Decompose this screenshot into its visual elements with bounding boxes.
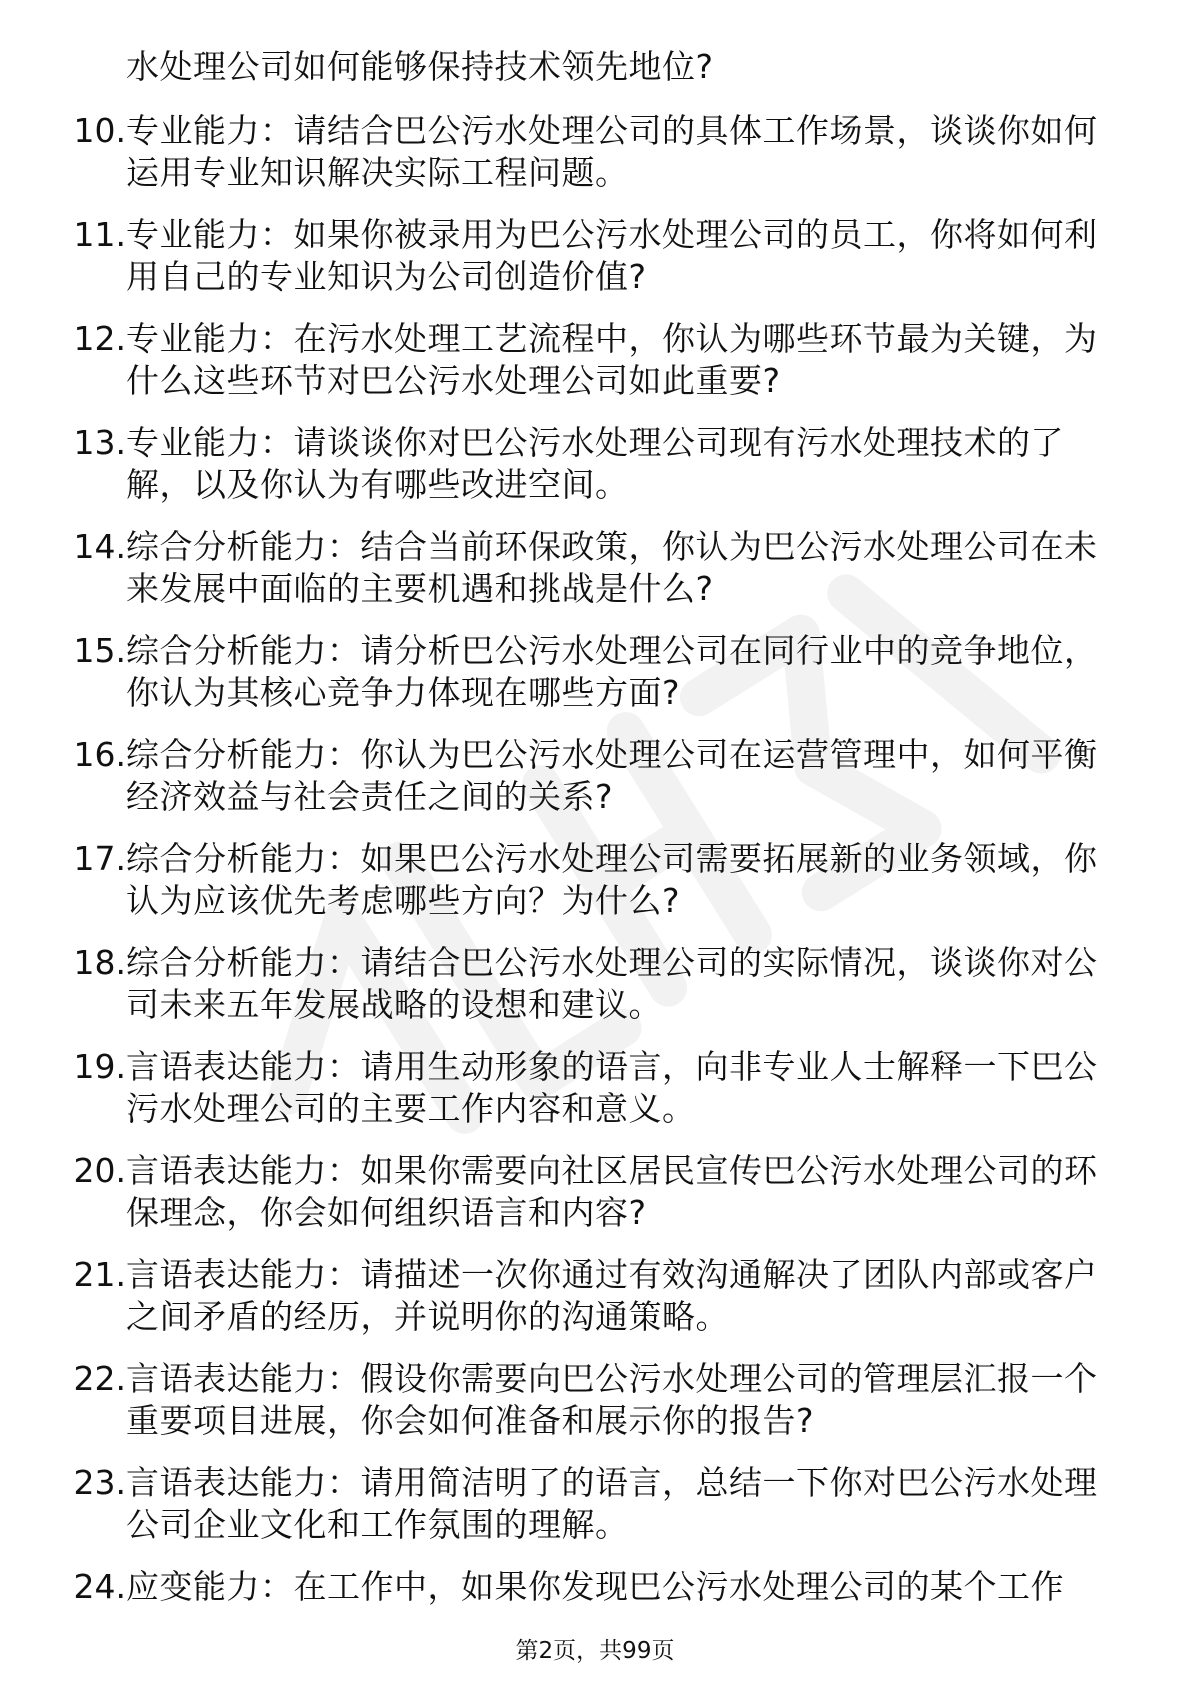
question-text: 综合分析能力：请结合巴公污水处理公司的实际情况，谈谈你对公司未来五年发展战略的设想和建议。 <box>126 943 1098 1024</box>
list-item <box>56 1358 1106 1462</box>
question-number: 22. <box>73 1359 126 1398</box>
question-list <box>56 110 1106 1670</box>
question-number: 15. <box>73 631 126 670</box>
list-item <box>56 214 1106 318</box>
question-number: 21. <box>73 1255 126 1294</box>
question-number: 18. <box>73 943 126 982</box>
continuation-text: 水处理公司如何能够保持技术领先地位? <box>126 47 714 86</box>
question-text: 言语表达能力：如果你需要向社区居民宣传巴公污水处理公司的环保理念，你会如何组织语言和内容? <box>126 1151 1098 1232</box>
question-number: 14. <box>73 527 126 566</box>
question-number: 13. <box>73 423 126 462</box>
question-text: 专业能力：请谈谈你对巴公污水处理公司现有污水处理技术的了解，以及你认为有哪些改进空间。 <box>126 423 1064 504</box>
question-number: 20. <box>73 1151 126 1190</box>
question-text: 专业能力：请结合巴公污水处理公司的具体工作场景，谈谈你如何运用专业知识解决实际工程问题。 <box>126 111 1098 192</box>
question-text: 言语表达能力：请用生动形象的语言，向非专业人士解释一下巴公污水处理公司的主要工作内容和意义。 <box>126 1047 1098 1128</box>
question-text: 言语表达能力：假设你需要向巴公污水处理公司的管理层汇报一个重要项目进展，你会如何准备和展示你的报告? <box>126 1359 1098 1440</box>
question-number: 17. <box>73 839 126 878</box>
question-text: 言语表达能力：请用简洁明了的语言，总结一下你对巴公污水处理公司企业文化和工作氛围的理解。 <box>126 1463 1098 1544</box>
question-text: 应变能力：在工作中，如果你发现巴公污水处理公司的某个工作 <box>126 1567 1064 1606</box>
question-number: 11. <box>73 215 126 254</box>
list-item <box>56 1254 1106 1358</box>
list-item <box>56 630 1106 734</box>
page-number-footer: 第2页，共99页 <box>515 1638 675 1664</box>
question-text: 综合分析能力：你认为巴公污水处理公司在运营管理中，如何平衡经济效益与社会责任之间的关系? <box>126 735 1098 816</box>
list-item <box>56 1046 1106 1150</box>
question-text: 综合分析能力：请分析巴公污水处理公司在同行业中的竞争地位，你认为其核心竞争力体现在哪些方面? <box>126 631 1098 712</box>
question-text: 综合分析能力：结合当前环保政策，你认为巴公污水处理公司在未来发展中面临的主要机遇和挑战是什么? <box>126 527 1098 608</box>
question-number: 16. <box>73 735 126 774</box>
question-number: 23. <box>73 1463 126 1502</box>
question-number: 19. <box>73 1047 126 1086</box>
list-item <box>56 422 1106 526</box>
question-text: 专业能力：在污水处理工艺流程中，你认为哪些环节最为关键，为什么这些环节对巴公污水处理公司如此重要? <box>126 319 1098 400</box>
list-item <box>56 1462 1106 1566</box>
list-item <box>56 526 1106 630</box>
list-item <box>56 318 1106 422</box>
question-number: 10. <box>73 111 126 150</box>
question-text: 综合分析能力：如果巴公污水处理公司需要拓展新的业务领域，你认为应该优先考虑哪些方向？为什么? <box>126 839 1098 920</box>
question-number: 12. <box>73 319 126 358</box>
list-item <box>56 838 1106 942</box>
question-text: 专业能力：如果你被录用为巴公污水处理公司的员工，你将如何利用自己的专业知识为公司创造价值? <box>126 215 1098 296</box>
list-item <box>56 734 1106 838</box>
list-item <box>56 110 1106 214</box>
question-text: 言语表达能力：请描述一次你通过有效沟通解决了团队内部或客户之间矛盾的经历，并说明你的沟通策略。 <box>126 1255 1098 1336</box>
list-item <box>56 942 1106 1046</box>
list-item <box>56 1150 1106 1254</box>
question-number: 24. <box>73 1567 126 1606</box>
